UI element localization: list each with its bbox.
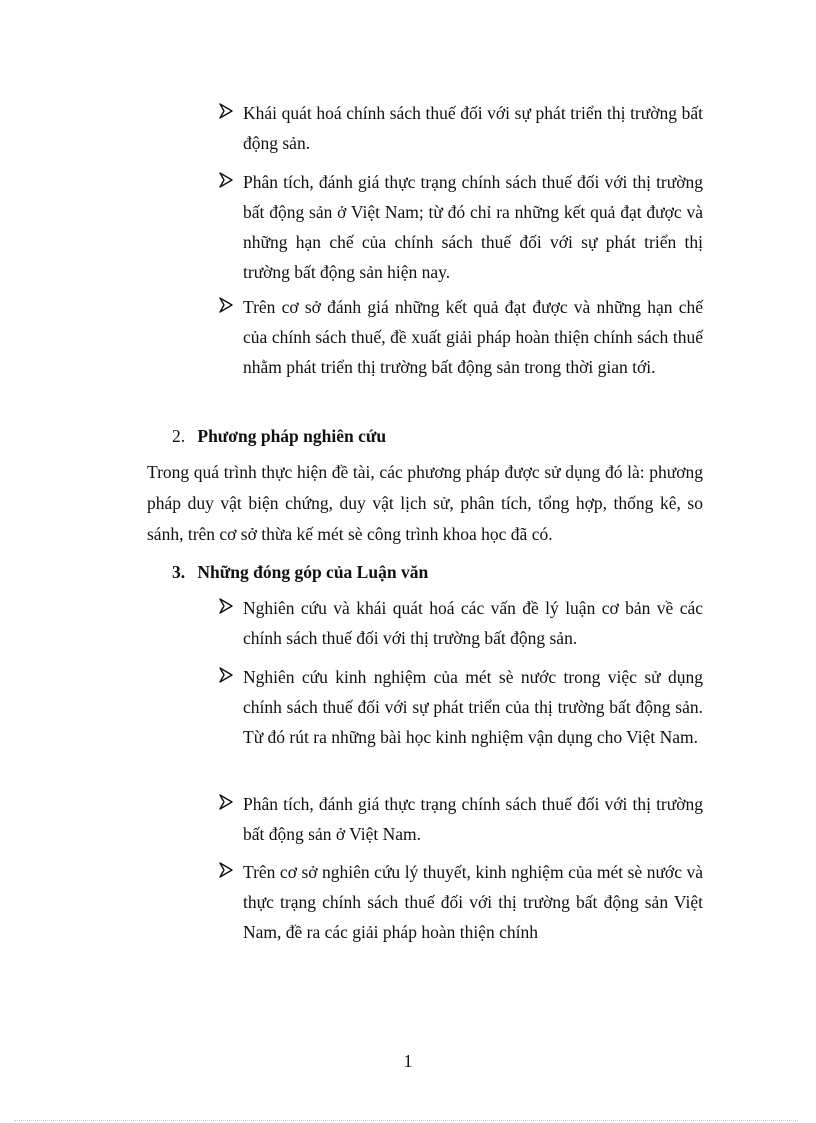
arrow-bullet-icon bbox=[218, 794, 234, 810]
section-number: 3. bbox=[172, 562, 186, 582]
list-item bbox=[243, 857, 703, 947]
arrow-bullet-icon bbox=[218, 297, 234, 313]
paragraph-text: Trong quá trình thực hiện đề tài, các phương pháp được sử dụng đó là: phương pháp duy vật biện chứng, duy vật lịch sử, phân tích, tổng hợp, thống kê, so sánh, trên cơ sở thừa kế mét sè công trình khoa học đã có. bbox=[147, 462, 703, 544]
section-number: 2. bbox=[172, 426, 186, 446]
arrow-bullet-icon bbox=[218, 598, 234, 614]
arrow-bullet-icon bbox=[218, 862, 234, 878]
list-item bbox=[243, 593, 703, 653]
list-item-text: Trên cơ sở đánh giá những kết quả đạt được và những hạn chế của chính sách thuế, đề xuất giải pháp hoàn thiện chính sách thuế nhằm phát triển thị trường bất động sản trong thời gian tới. bbox=[243, 297, 703, 377]
list-item-text: Khái quát hoá chính sách thuế đối với sự phát triển thị trường bất động sản. bbox=[243, 103, 703, 153]
list-item-text: Nghiên cứu kinh nghiệm của mét sè nước trong việc sử dụng chính sách thuế đối với sự phát triển của thị trường bất động sản. Từ đó rút ra những bài học kinh nghiệm vận dụng cho Việt Nam. bbox=[243, 667, 703, 747]
list-item bbox=[243, 662, 703, 752]
list-item-text: Nghiên cứu và khái quát hoá các vấn đề lý luận cơ bản về các chính sách thuế đối với thị trường bất động sản. bbox=[243, 598, 703, 648]
list-item bbox=[243, 167, 703, 287]
section-title: Những đóng góp của Luận văn bbox=[197, 562, 429, 582]
section-heading-contributions bbox=[172, 557, 428, 587]
page-bottom-divider bbox=[14, 1120, 798, 1121]
list-item bbox=[243, 292, 703, 382]
arrow-bullet-icon bbox=[218, 667, 234, 683]
list-item bbox=[243, 98, 703, 158]
list-item bbox=[243, 789, 703, 849]
methods-paragraph bbox=[147, 457, 703, 550]
arrow-bullet-icon bbox=[218, 172, 234, 188]
list-item-text: Phân tích, đánh giá thực trạng chính sách thuế đối với thị trường bất động sản ở Việt Nam. bbox=[243, 794, 703, 844]
list-item-text: Phân tích, đánh giá thực trạng chính sách thuế đối với thị trường bất động sản ở Việt Nam; từ đó chỉ ra những kết quả đạt được và những hạn chế của chính sách thuế đối với sự phát triển thị trường bất động sản hiện nay. bbox=[243, 172, 703, 282]
page-number: 1 bbox=[403, 1051, 413, 1071]
section-heading-methods bbox=[172, 421, 386, 451]
list-item-text: Trên cơ sở nghiên cứu lý thuyết, kinh nghiệm của mét sè nước và thực trạng chính sách thuế đối với thị trường bất động sản Việt Nam, đề ra các giải pháp hoàn thiện chính bbox=[243, 862, 703, 942]
section-title: Phương pháp nghiên cứu bbox=[197, 426, 387, 446]
arrow-bullet-icon bbox=[218, 103, 234, 119]
